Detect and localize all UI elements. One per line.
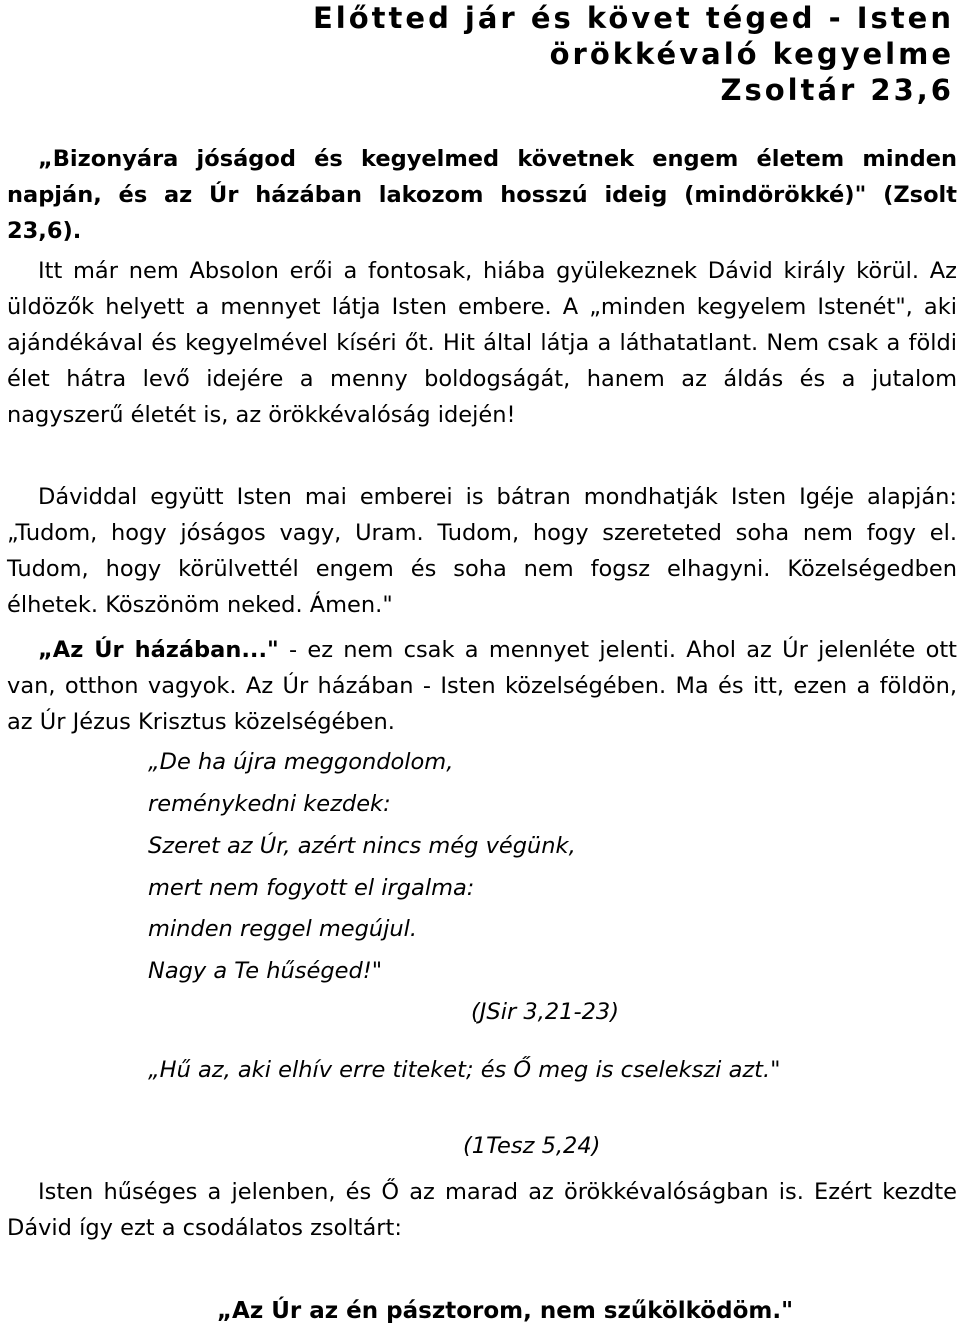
main-quote: „Bizonyára jóságod és kegyelmed követnek engem életem minden napján, és az Úr házában lakozom hosszú ideig (mindörökké)" (Zsolt 23,6).	[7, 146, 957, 244]
second-quote-reference: (1Tesz 5,24)	[463, 1133, 601, 1159]
title-line-1: Előtted jár és követ téged - Isten	[313, 1, 954, 35]
verse-line: mert nem fogyott el irgalma:	[148, 875, 475, 901]
verse-line: minden reggel megújul.	[148, 916, 418, 942]
verse-line: reménykedni kezdek:	[148, 791, 391, 817]
verse-line: Nagy a Te hűséged!"	[148, 958, 383, 984]
page-title	[313, 0, 954, 108]
title-line-3: Zsoltár 23,6	[720, 73, 954, 107]
second-quote: „Hű az, aki elhív erre titeket; és Ő meg is cselekszi azt."	[148, 1057, 781, 1083]
title-line-2: örökkévaló kegyelme	[549, 37, 954, 71]
paragraph-4: Isten hűséges a jelenben, és Ő az marad az örökkévalóságban is. Ezért kezdte Dávid így ezt a csodálatos zsoltárt:	[7, 1179, 957, 1241]
verse-line: Szeret az Úr, azért nincs még végünk,	[148, 833, 576, 859]
paragraph-3-text: - ez nem csak a mennyet jelenti. Ahol az Úr jelenléte ott van, otthon vagyok. Az Úr házában - Isten közelségében. Ma és itt, ezen a földön, az Úr Jézus Krisztus közelségében.	[7, 637, 957, 735]
paragraph-2: Dáviddal együtt Isten mai emberei is bátran mondhatják Isten Igéje alapján: „Tudom, hogy jóságos vagy, Uram. Tudom, hogy szereteted soha nem fogy el. Tudom, hogy körülvettél engem és soha nem fogsz elhagyni. Közelségedben élhetek. Köszönöm neked. Ámen."	[7, 484, 957, 618]
paragraph-1: Itt már nem Absolon erői a fontosak, hiába gyülekeznek Dávid király körül. Az üldözők helyett a mennyet látja Isten embere. A „minden kegyelem Istenét", aki ajándékával és kegyelmével kíséri őt. Hit által látja a láthatatlant. Nem csak a földi élet hátra levő idejére a menny boldogságát, hanem az áldás és a jutalom nagyszerű életét is, az örökkévalóság idején!	[7, 258, 957, 428]
final-quote: „Az Úr az én pásztorom, nem szűkölködöm."	[216, 1298, 794, 1324]
paragraph-3	[7, 632, 957, 740]
verse-line: „De ha újra meggondolom,	[148, 749, 454, 775]
verse-reference: (JSir 3,21-23)	[471, 999, 619, 1025]
paragraph-3-emphasis: „Az Úr házában..."	[38, 637, 279, 663]
